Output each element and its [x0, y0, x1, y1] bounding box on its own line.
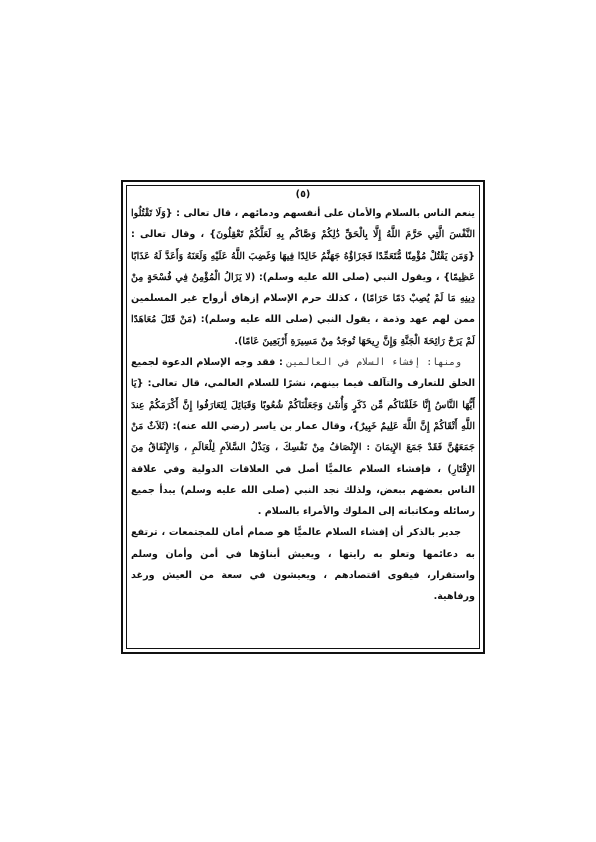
p1-text-2: } ، وقال تعالى : { [131, 229, 475, 262]
p1-hadith-2: مَنْ قَتَلَ مُعَاهَدًا لَمْ يَرَحْ رَائِحَةَ الْجَنَّةِ وَإِنَّ رِيحَهَا تُوجَدُ مِنْ مَسِيرَةِ أَرْبَعِينَ عَامًا [131, 314, 475, 347]
paragraph-2 [131, 352, 475, 522]
p1-text-3: } ، ويقول النبي (صلى الله عليه وسلم): ( [250, 271, 451, 283]
p1-quran-verse-2: وَمَن يَقْتُلْ مُؤْمِنًا مُّتَعَمِّدًا فَجَزَاؤُهُ جَهَنَّمُ خَالِدًا فِيهَا وَغَضِبَ اللَّهُ عَلَيْهِ وَلَعَنَهُ وَأَعَدَّ لَهُ عَذَابًا عَظِيمًا [131, 250, 476, 283]
p2-text-3: ) ، فإفشاء السلام عالميًّا أصل في العلاقات الدولية وفي علاقة الناس بعضهم ببعض، ولذلك نجد النبي (صلى الله عليه وسلم) يبدأ جميع رسائله ومكاتباته إلى الملوك والأمراء بالسلام . [131, 463, 475, 518]
page-content [131, 187, 475, 608]
p1-quran-verse-1: وَلَا تَقْتُلُوا النَّفْسَ الَّتِي حَرَّمَ اللَّهُ إِلَّا بِالْحَقِّ ذَٰلِكُمْ وَصَّاكُم بِهِ لَعَلَّكُمْ تَعْقِلُونَ [131, 208, 475, 241]
page-number: (٥) [295, 189, 311, 200]
p2-text-2: }، وقال عمار بن ياسر (رضي الله عنه): ( [164, 420, 360, 432]
paragraph-3 [131, 522, 475, 607]
paragraph-1 [131, 203, 475, 352]
p3-text-1: جدير بالذكر أن إفشاء السلام عالميًّا هو صمام أمان للمجتمعات ، ترتفع به دعائمها وتعلو به رايتها ، ويعيش أبناؤها في أمن وأمان وسلم واستقرار، فيقوى اقتصادهم ، ويعيشون في سعة من العيش ورغد ورفاهية. [131, 527, 475, 603]
p2-quran-verse: يَا أَيُّهَا النَّاسُ إِنَّا خَلَقْنَاكُم مِّن ذَكَرٍ وَأُنثَىٰ وَجَعَلْنَاكُمْ شُعُوبًا وَقَبَائِلَ لِتَعَارَفُوا إِنَّ أَكْرَمَكُمْ عِندَ اللَّهِ أَتْقَاكُمْ إِنَّ اللَّهَ عَلِيمٌ خَبِيرٌ [131, 378, 475, 432]
p1-hadith-1: لا يَزَالُ الْمُؤْمِنُ فِي فُسْحَةٍ مِنْ دِينِهِ مَا لَمْ يُصِبْ دَمًا حَرَامًا [131, 271, 476, 305]
p1-text-5: ). [234, 335, 243, 347]
p2-athar-quote: ثَلاَثٌ مَنْ جَمَعَهُنَّ فَقَدْ جَمَعَ الإِيمَانَ : الإِنْصَافُ مِنْ نَفْسِكَ ، وَبَذْلُ السَّلاَمِ لِلْعَالَمِ ، وَالإِنْفَاقُ مِنَ الإِقْتَارِ [131, 420, 475, 475]
p2-section-heading: ومنها: إفشاء السلام في العالمين [286, 357, 461, 369]
p1-text-4: ) ، كذلك حرم الإسلام إزهاق أرواح غير المسلمين ممن لهم عهد وذمة ، يقول النبي (صلى الله عليه وسلم): ( [131, 293, 475, 326]
p2-text-1: : فقد وجه الإسلام الدعوة لجميع الخلق للتعارف والتآلف فيما بينهم، نشرًا للسلام العالمي، قال تعالى: { [131, 357, 475, 390]
p1-text-1: ينعم الناس بالسلام والأمان على أنفسهم ودمائهم ، قال تعالى : { [165, 208, 475, 219]
